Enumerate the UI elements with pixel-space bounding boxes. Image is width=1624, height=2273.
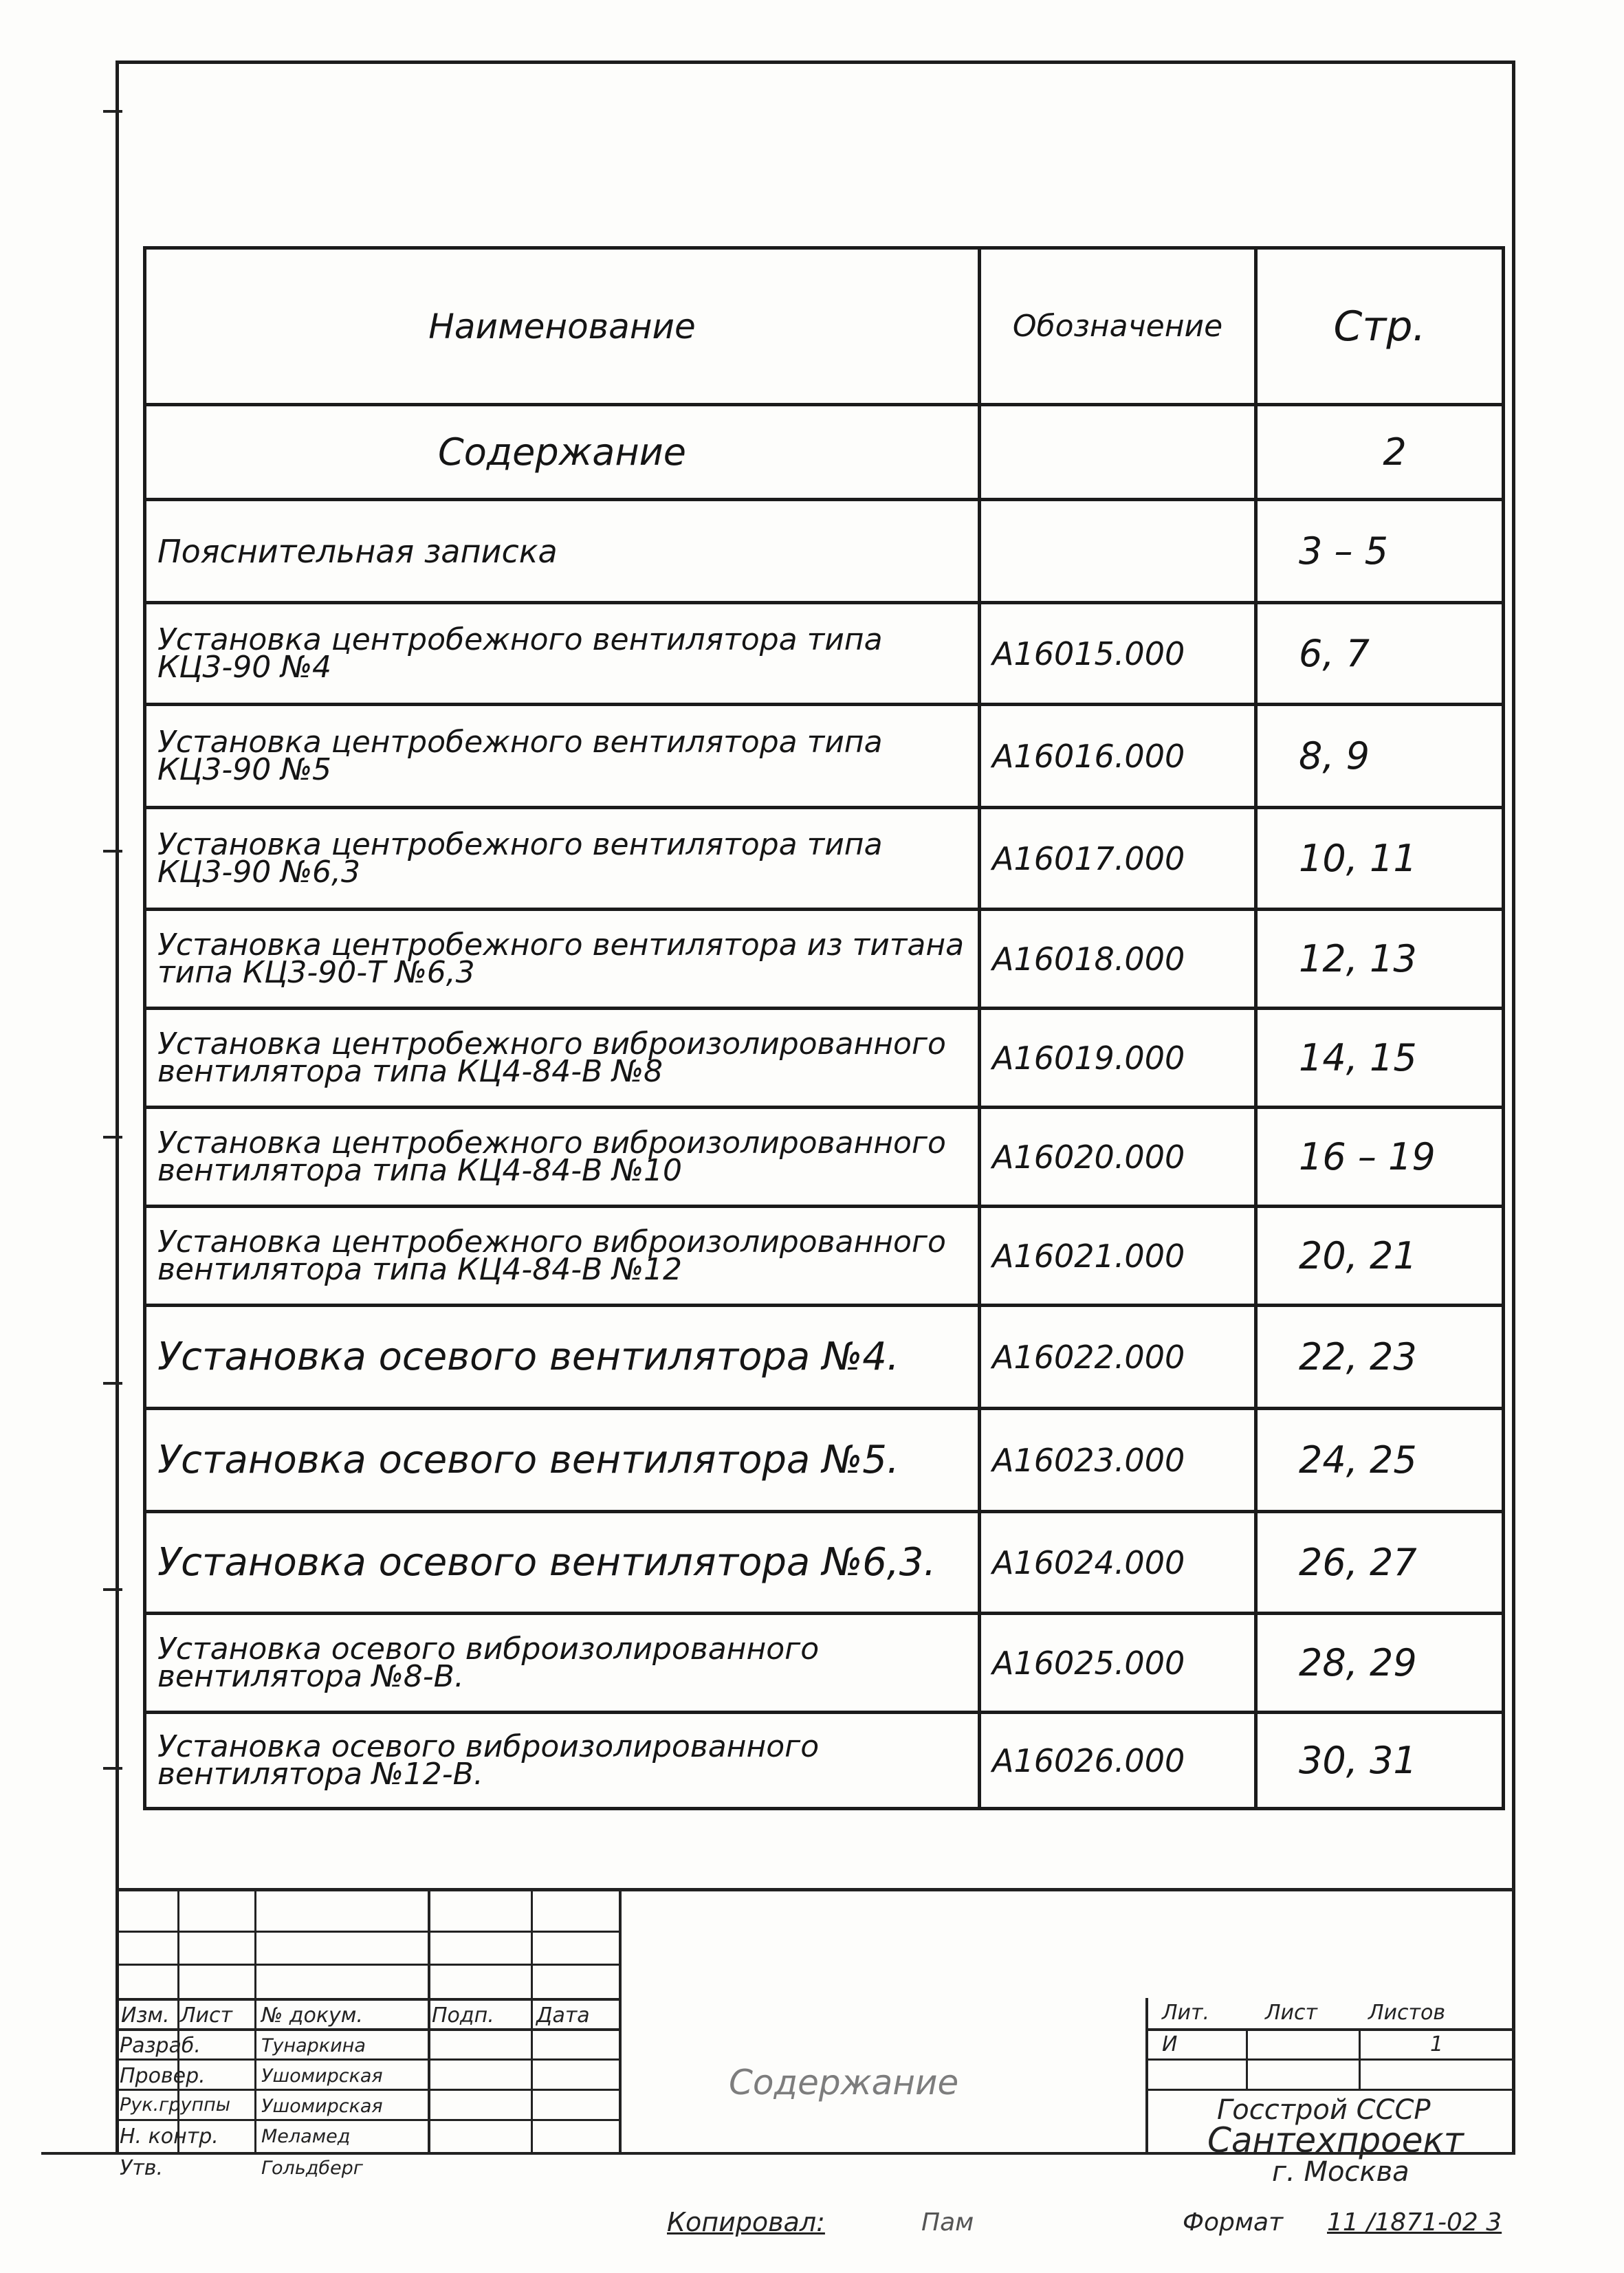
table-row [145, 1207, 1504, 1306]
row-page: 22, 23 [1256, 1306, 1504, 1409]
header-page: Стр. [1256, 248, 1504, 405]
row-name: Установка осевого вентилятора №6,3. [145, 1512, 980, 1614]
table-header-row [145, 248, 1504, 405]
col-sign: Подп. [432, 2003, 494, 2028]
tb-line [118, 1931, 620, 1933]
name-norm-control: Меламед [261, 2126, 351, 2147]
row-name: Установка центробежного вентилятора типа КЦ3-90 №4 [145, 603, 980, 705]
tb-line [118, 1998, 620, 2001]
table-row [145, 1306, 1504, 1409]
name-checker: Ушомирская [261, 2065, 383, 2087]
name-approver: Гольдберг [261, 2157, 363, 2179]
table-row [145, 808, 1504, 910]
sheets-label: Листов [1368, 2001, 1446, 2025]
table-row [145, 910, 1504, 1009]
role-norm-control: Н. контр. [120, 2124, 219, 2149]
row-code: А16022.000 [980, 1306, 1256, 1409]
name-developer: Тунаркина [261, 2035, 366, 2056]
row-page: 16 – 19 [1256, 1108, 1504, 1207]
edge-tick [103, 1136, 122, 1139]
row-name: Установка осевого вентилятора №4. [145, 1306, 980, 1409]
row-name: Установка центробежного виброизолированного вентилятора типа КЦ4-84-В №12 [145, 1207, 980, 1306]
row-name: Установка осевого виброизолированного вентилятора №12-В. [145, 1713, 980, 1809]
row-name: Установка центробежного вентилятора из титана типа КЦ3-90-Т №6,3 [145, 910, 980, 1009]
row-name: Установка осевого вентилятора №5. [145, 1409, 980, 1512]
row-code: А16026.000 [980, 1713, 1256, 1809]
table-row [145, 1409, 1504, 1512]
row-name: Установка осевого виброизолированного вентилятора №8-В. [145, 1614, 980, 1713]
tb-vline [1246, 2028, 1248, 2090]
tb-line [118, 2058, 620, 2061]
table-row [145, 1614, 1504, 1713]
table-row [145, 603, 1504, 705]
edge-tick [103, 1588, 122, 1591]
table-row [145, 1713, 1504, 1809]
row-name: Установка центробежного виброизолированного вентилятора типа КЦ4-84-В №10 [145, 1108, 980, 1207]
lit-value: И [1162, 2032, 1178, 2056]
col-doc: № докум. [261, 2003, 363, 2028]
row-page: 10, 11 [1256, 808, 1504, 910]
row-name: Установка центробежного вентилятора типа КЦ3-90 №6,3 [145, 808, 980, 910]
row-code: А16021.000 [980, 1207, 1256, 1306]
row-name: Установка центробежного виброизолированного вентилятора типа КЦ4-84-В №8 [145, 1009, 980, 1108]
row-code: А16015.000 [980, 603, 1256, 705]
row-name: Содержание [145, 405, 980, 500]
row-code: А16024.000 [980, 1512, 1256, 1614]
tb-vline [531, 1888, 533, 2152]
tb-line [118, 2089, 620, 2091]
sheets-value: 1 [1430, 2032, 1444, 2056]
row-code: А16018.000 [980, 910, 1256, 1009]
row-page: 2 [1256, 405, 1504, 500]
tb-line [1145, 2089, 1515, 2091]
edge-tick [103, 110, 122, 113]
row-code [980, 405, 1256, 500]
table-row [145, 1108, 1504, 1207]
row-page: 28, 29 [1256, 1614, 1504, 1713]
copied-by-label: Копировал: [667, 2207, 825, 2237]
edge-tick [103, 1767, 122, 1770]
row-code: А16025.000 [980, 1614, 1256, 1713]
row-page: 14, 15 [1256, 1009, 1504, 1108]
row-page: 3 – 5 [1256, 500, 1504, 603]
tb-line [1145, 2058, 1515, 2061]
row-code: А16023.000 [980, 1409, 1256, 1512]
row-page: 26, 27 [1256, 1512, 1504, 1614]
tb-vline [1359, 2028, 1361, 2090]
row-name: Пояснительная записка [145, 500, 980, 603]
col-list: Лист [180, 2003, 233, 2028]
tb-vline [428, 1888, 430, 2152]
tb-vline [1145, 1998, 1148, 2152]
tb-vline [254, 1888, 256, 2152]
table-row [145, 1512, 1504, 1614]
role-developer: Разраб. [120, 2034, 201, 2058]
row-page: 20, 21 [1256, 1207, 1504, 1306]
row-code: А16016.000 [980, 705, 1256, 808]
row-page: 30, 31 [1256, 1713, 1504, 1809]
copied-by-name: Пам [921, 2208, 974, 2237]
tb-vline [619, 1888, 622, 2152]
row-page: 24, 25 [1256, 1409, 1504, 1512]
org-line1: Госстрой СССР [1217, 2094, 1431, 2126]
header-name: Наименование [145, 248, 980, 405]
row-code: А16020.000 [980, 1108, 1256, 1207]
header-code: Обозначение [980, 248, 1256, 405]
org-line3: г. Москва [1272, 2156, 1409, 2188]
role-group-lead: Рук.группы [120, 2094, 231, 2116]
tb-line [118, 1964, 620, 1966]
row-page: 8, 9 [1256, 705, 1504, 808]
row-code [980, 500, 1256, 603]
table-row [145, 1009, 1504, 1108]
row-code: А16017.000 [980, 808, 1256, 910]
row-page: 12, 13 [1256, 910, 1504, 1009]
org-line2: Сантехпроект [1207, 2120, 1464, 2160]
format-code: 11 /1871-02 3 [1327, 2208, 1502, 2237]
table-row [145, 405, 1504, 500]
tb-line [118, 2028, 620, 2031]
name-group-lead: Ушомирская [261, 2096, 383, 2117]
table-row [145, 500, 1504, 603]
table-row [145, 705, 1504, 808]
role-checker: Провер. [120, 2064, 206, 2088]
tb-line [1145, 2028, 1515, 2031]
tb-line [118, 2119, 620, 2121]
edge-tick [103, 1382, 122, 1385]
lit-label: Лит. [1162, 2001, 1210, 2025]
row-name: Установка центробежного вентилятора типа КЦ3-90 №5 [145, 705, 980, 808]
sheet-label: Лист [1265, 2001, 1318, 2025]
format-label: Формат [1183, 2208, 1284, 2237]
tb-top-line [118, 1888, 1514, 1891]
col-date: Дата [536, 2003, 590, 2028]
contents-table [143, 246, 1505, 1810]
row-code: А16019.000 [980, 1009, 1256, 1108]
row-page: 6, 7 [1256, 603, 1504, 705]
col-izm: Изм. [121, 2003, 170, 2028]
doc-title: Содержание [729, 2063, 959, 2102]
role-approver: Утв. [120, 2156, 163, 2180]
edge-tick [103, 850, 122, 853]
